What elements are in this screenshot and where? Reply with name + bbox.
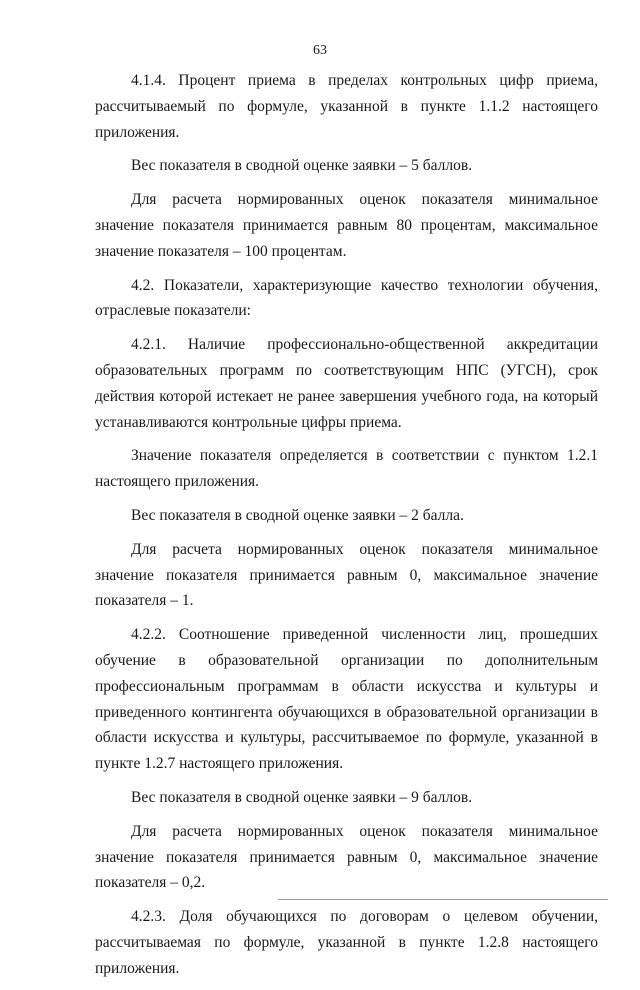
- paragraph-4-2-2: 4.2.2. Соотношение приведенной численности лиц, прошедших обучение в образовательной организации по дополнительным профессиональным программам в области искусства и культуры и приведенного контингента обучающихся в образовательной организации в области искусства и культуры, рассчитываемое по формуле, указанной в пункте 1.2.7 настоящего приложения.: [95, 626, 598, 773]
- paragraph-normalization-4-2-2: Для расчета нормированных оценок показателя минимальное значение показателя принимается равным 0, максимальное значение показателя – 0,2.: [95, 822, 598, 892]
- paragraph-weight-4-1-4: Вес показателя в сводной оценке заявки – 5 баллов.: [131, 157, 473, 175]
- paragraph-normalization-4-1-4: Для расчета нормированных оценок показателя минимальное значение показателя принимается равным 80 процентам, максимальное значение показателя – 100 процентам.: [95, 191, 598, 260]
- document-body: [95, 68, 598, 990]
- page-number: 63: [313, 43, 327, 58]
- paragraph-weight-4-2-1: Вес показателя в сводной оценке заявки – 2 балла.: [131, 506, 464, 524]
- paragraph-normalization-4-2-1: Для расчета нормированных оценок показателя минимальное значение показателя принимается равным 0, максимальное значение показателя – 1.: [95, 540, 598, 610]
- paragraph-value-4-2-1: Значение показателя определяется в соответствии с пунктом 1.2.1 настоящего приложения.: [95, 447, 598, 491]
- paragraph-4-2: 4.2. Показатели, характеризующие качество технологии обучения, отраслевые показатели:: [95, 276, 598, 320]
- paragraph-4-2-1: 4.2.1. Наличие профессионально-общественной аккредитации образовательных программ по соответствующим НПС (УГСН), срок действия которой истекает не ранее завершения учебного года, на который устанавливаются контрольные цифры приема.: [95, 336, 598, 431]
- bottom-divider: [278, 899, 608, 900]
- paragraph-weight-4-2-2: Вес показателя в сводной оценке заявки – 9 баллов.: [131, 788, 473, 806]
- paragraph-4-2-3: 4.2.3. Доля обучающихся по договорам о целевом обучении, рассчитываемая по формуле, указанной в пункте 1.2.8 настоящего приложения.: [95, 908, 598, 977]
- paragraph-4-1-4: 4.1.4. Процент приема в пределах контрольных цифр приема, рассчитываемый по формуле, указанной в пункте 1.1.2 настоящего приложения.: [95, 72, 598, 141]
